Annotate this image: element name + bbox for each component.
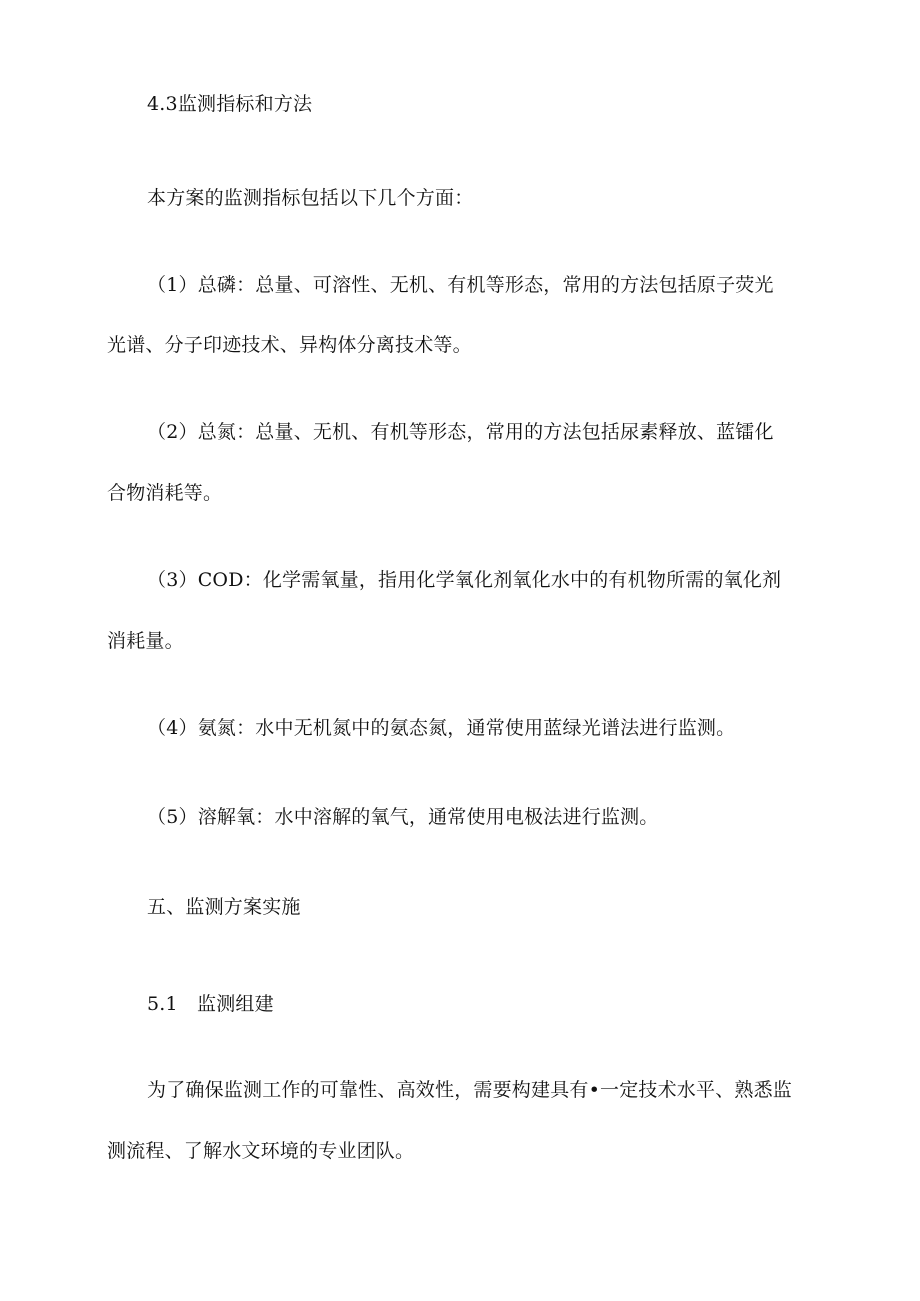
list-item-dissolved-oxygen: （5）溶解氧：水中溶解的氧气，通常使用电极法进行监测。: [147, 806, 659, 828]
paragraph-5-1-line1: 为了确保监测工作的可靠性、高效性，需要构建具有•一定技术水平、熟悉监: [147, 1079, 793, 1101]
list-item-total-nitrogen-line1: （2）总氮：总量、无机、有机等形态，常用的方法包括尿素释放、蓝镭化: [147, 421, 774, 443]
list-item-total-phosphorus-line2: 光谱、分子印迹技术、异构体分离技术等。: [107, 334, 472, 356]
list-item-total-phosphorus-line1: （1）总磷：总量、可溶性、无机、有机等形态，常用的方法包括原子荧光: [147, 274, 774, 296]
section-heading-5: 五、监测方案实施: [147, 896, 301, 918]
section-heading-4-3: 4.3监测指标和方法: [147, 93, 313, 115]
subsection-heading-5-1: 5.1 监测组建: [147, 993, 274, 1015]
paragraph-5-1-line2: 测流程、了解水文环境的专业团队。: [107, 1140, 415, 1162]
list-item-cod-line1: （3）COD：化学需氧量，指用化学氧化剂氧化水中的有机物所需的氧化剂: [147, 569, 782, 591]
intro-paragraph: 本方案的监测指标包括以下几个方面：: [147, 187, 474, 209]
list-item-total-nitrogen-line2: 合物消耗等。: [107, 482, 223, 504]
list-item-cod-line2: 消耗量。: [107, 630, 184, 652]
list-item-ammonia-nitrogen: （4）氨氮：水中无机氮中的氨态氮，通常使用蓝绿光谱法进行监测。: [147, 717, 736, 739]
